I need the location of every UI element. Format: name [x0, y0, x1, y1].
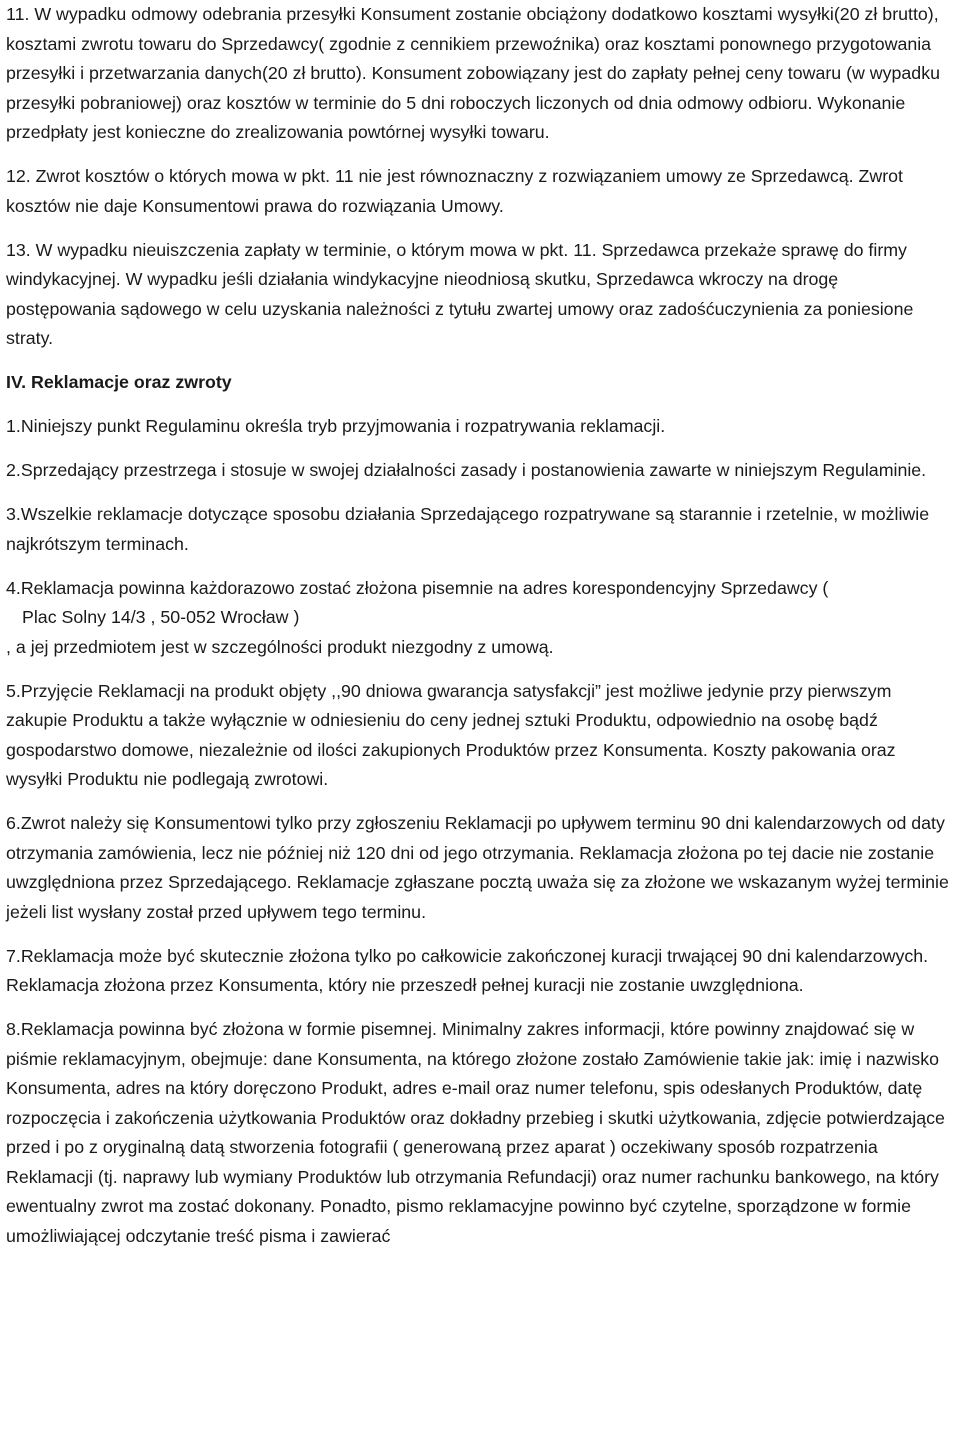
document-page	[6, 0, 952, 1266]
complaint-item-4-line: 4.Reklamacja powinna każdorazowo zostać złożona pisemnie na adres korespondencyjny Sprzedawcy (	[6, 577, 829, 598]
complaint-item-1: 1.Niniejszy punkt Regulaminu określa tryb przyjmowania i rozpatrywania reklamacji.	[6, 416, 666, 436]
correspondence-address: Plac Solny 14/3 , 50-052 Wrocław )	[22, 607, 300, 627]
paragraph-11: 11. W wypadku odmowy odebrania przesyłki Konsument zostanie obciążony dodatkowo kosztami wysyłki(20 zł brutto), kosztami zwrotu towaru do Sprzedawcy( zgodnie z cennikiem przewoźnika) oraz kosztami ponownego przygotowania przesyłki i przetwarzania danych(20 zł brutto). Konsument zobowiązany jest do zapłaty pełnej ceny towaru (w wypadku przesyłki pobraniowej) oraz kosztów w terminie do 5 dni roboczych liczonych od dnia odmowy odbioru. Wykonanie przedpłaty jest konieczne do zrealizowania powtórnej wysyłki towaru.	[6, 4, 940, 142]
paragraph-13: 13. W wypadku nieuiszczenia zapłaty w terminie, o którym mowa w pkt. 11. Sprzedawca przekaże sprawę do firmy windykacyjnej. W wypadku jeśli działania windykacyjne nieodniosą skutku, Sprzedawca wkroczy na drogę postępowania sądowego w celu uzyskania należności z tytułu zwartej umowy oraz zadośćuczynienia za poniesione straty.	[6, 239, 914, 348]
complaint-item-4	[6, 574, 952, 663]
section-heading: IV. Reklamacje oraz zwroty	[6, 372, 232, 392]
complaint-item-4-subject: , a jej przedmiotem jest w szczególności produkt niezgodny z umową.	[6, 636, 554, 657]
complaint-item-7: 7.Reklamacja może być skutecznie złożona tylko po całkowicie zakończonej kuracji trwającej 90 dni kalendarzowych. Reklamacja złożona przez Konsumenta, który nie przeszedł pełnej kuracji nie zostanie uwzględniona.	[6, 945, 929, 995]
complaint-item-2: 2.Sprzedający przestrzega i stosuje w swojej działalności zasady i postanowienia zawarte w niniejszym Regulaminie.	[6, 460, 927, 480]
complaint-item-8: 8.Reklamacja powinna być złożona w formie pisemnej. Minimalny zakres informacji, które powinny znajdować się w piśmie reklamacyjnym, obejmuje: dane Konsumenta, na którego złożone zostało Zamówienie takie jak: imię i nazwisko Konsumenta, adres na który doręczono Produkt, adres e-mail oraz numer telefonu, spis odesłanych Produktów, datę rozpoczęcia i zakończenia użytkowania Produktów oraz dokładny przebieg i skutki użytkowania, zdjęcie potwierdzające przed i po z oryginalną datą stworzenia fotografii ( generowaną przez aparat ) oczekiwany sposób rozpatrzenia Reklamacji (tj. naprawy lub wymiany Produktów lub otrzymania Refundacji) oraz numer rachunku bankowego, na który ewentualny zwrot ma zostać dokonany. Ponadto, pismo reklamacyjne powinno być czytelne, sporządzone w formie umożliwiającej odczytanie treść pisma i zawierać	[6, 1019, 945, 1246]
complaint-item-6: 6.Zwrot należy się Konsumentowi tylko przy zgłoszeniu Reklamacji po upływem terminu 90 dni kalendarzowych od daty otrzymania zamówienia, lecz nie później niż 120 dni od jego otrzymania. Reklamacja złożona po tej dacie nie zostanie uwzględniona przez Sprzedającego. Reklamacje zgłaszane pocztą uważa się za złożone we wskazanym wyżej terminie jeżeli list wysłany został przed upływem tego terminu.	[6, 813, 949, 922]
complaint-item-5: 5.Przyjęcie Reklamacji na produkt objęty ,,90 dniowa gwarancja satysfakcji” jest możliwe jedynie przy pierwszym zakupie Produktu a także wyłącznie w odniesieniu do ceny jednej sztuki Produktu, odpowiednio na osobę bądź gospodarstwo domowe, niezależnie od ilości zakupionych Produktów przez Konsumenta. Koszty pakowania oraz wysyłki Produktu nie podlegają zwrotowi.	[6, 680, 896, 789]
paragraph-12: 12. Zwrot kosztów o których mowa w pkt. 11 nie jest równoznaczny z rozwiązaniem umowy ze Sprzedawcą. Zwrot kosztów nie daje Konsumentowi prawa do rozwiązania Umowy.	[6, 166, 903, 216]
complaint-item-3: 3.Wszelkie reklamacje dotyczące sposobu działania Sprzedającego rozpatrywane są starannie i rzetelnie, w możliwie najkrótszym terminach.	[6, 504, 930, 554]
